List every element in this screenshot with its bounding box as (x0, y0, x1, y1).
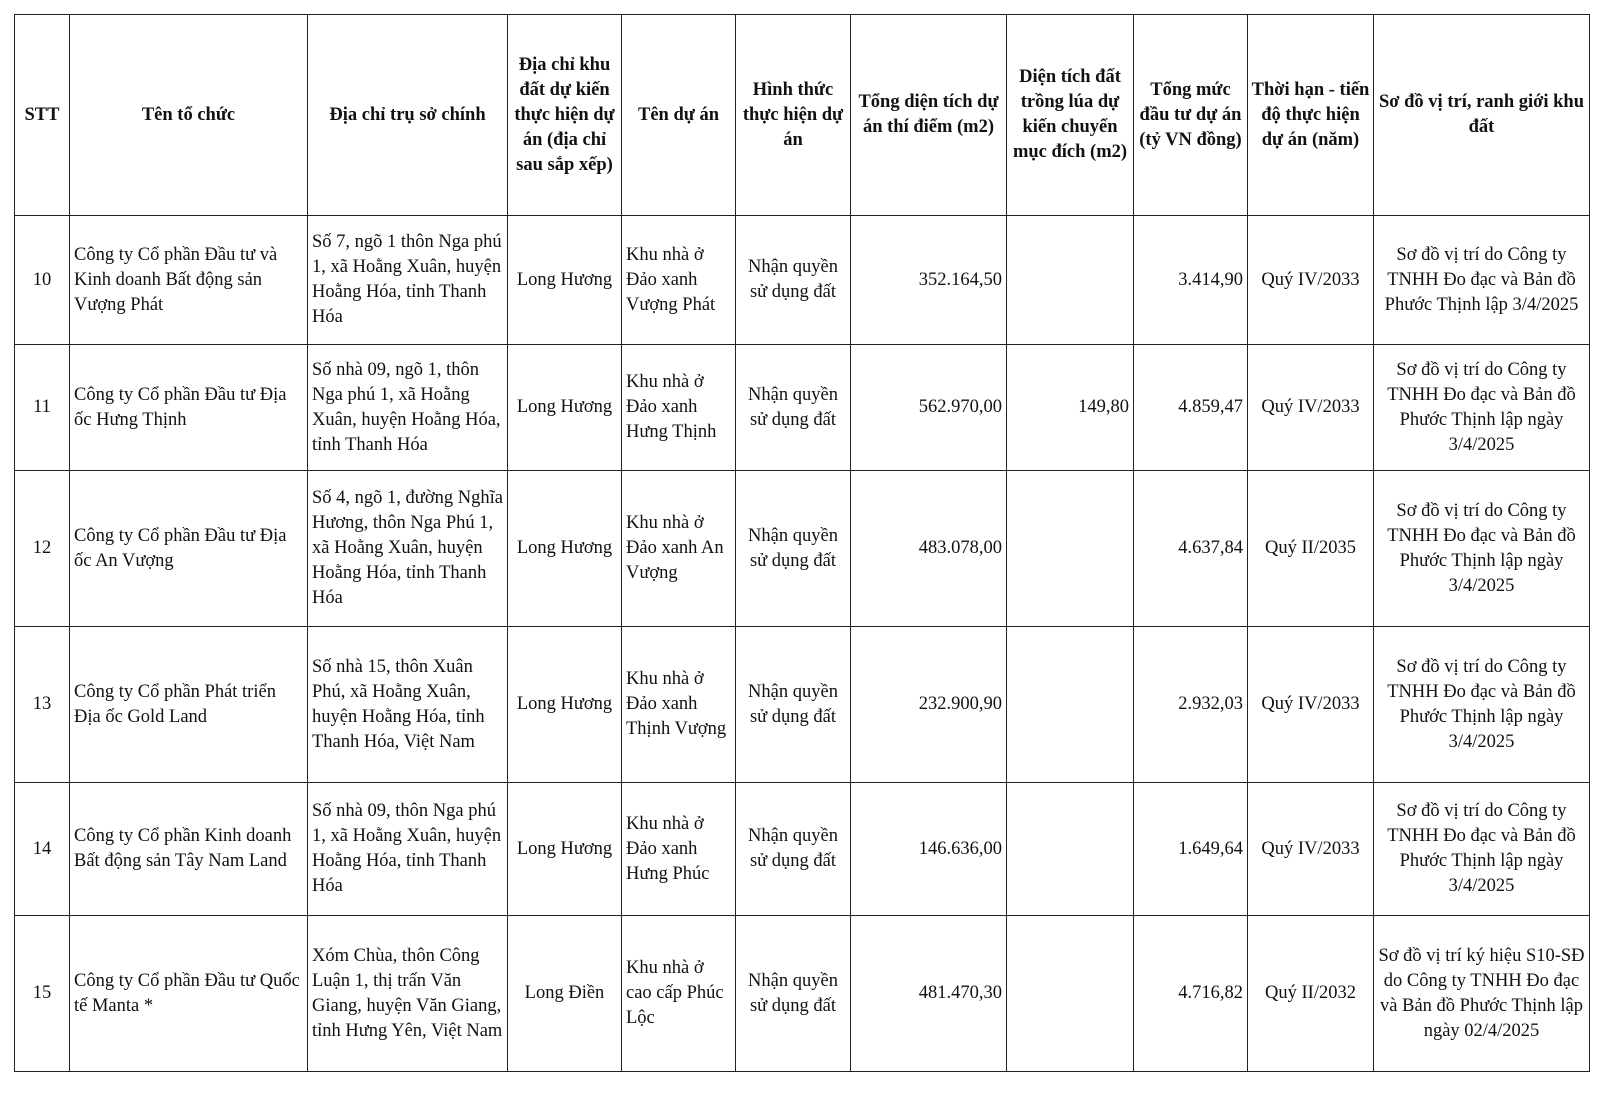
cell-land-address: Long Hương (508, 216, 622, 345)
cell-total-investment: 4.859,47 (1134, 345, 1248, 471)
cell-implementation-form: Nhận quyền sử dụng đất (736, 471, 851, 627)
header-land-address: Địa chỉ khu đất dự kiến thực hiện dự án (địa chỉ sau sắp xếp) (508, 15, 622, 216)
cell-stt: 11 (15, 345, 70, 471)
cell-implementation-form: Nhận quyền sử dụng đất (736, 783, 851, 916)
cell-site-map: Sơ đồ vị trí do Công ty TNHH Đo đạc và Bản đồ Phước Thịnh lập ngày 3/4/2025 (1374, 627, 1590, 783)
cell-total-investment: 4.716,82 (1134, 916, 1248, 1072)
cell-land-address: Long Điền (508, 916, 622, 1072)
header-implementation-form: Hình thức thực hiện dự án (736, 15, 851, 216)
cell-timeline: Quý II/2035 (1248, 471, 1374, 627)
cell-stt: 15 (15, 916, 70, 1072)
cell-implementation-form: Nhận quyền sử dụng đất (736, 345, 851, 471)
cell-organization: Công ty Cổ phần Đầu tư Quốc tế Manta * (70, 916, 308, 1072)
cell-implementation-form: Nhận quyền sử dụng đất (736, 627, 851, 783)
cell-project-name: Khu nhà ở Đảo xanh Vượng Phát (622, 216, 736, 345)
cell-stt: 13 (15, 627, 70, 783)
table-row (15, 627, 1590, 783)
cell-organization: Công ty Cổ phần Phát triển Địa ốc Gold Land (70, 627, 308, 783)
cell-stt: 12 (15, 471, 70, 627)
cell-head-office: Số 7, ngõ 1 thôn Nga phú 1, xã Hoằng Xuân, huyện Hoằng Hóa, tỉnh Thanh Hóa (308, 216, 508, 345)
cell-organization: Công ty Cổ phần Kinh doanh Bất động sản Tây Nam Land (70, 783, 308, 916)
cell-land-address: Long Hương (508, 471, 622, 627)
cell-total-investment: 1.649,64 (1134, 783, 1248, 916)
header-timeline: Thời hạn - tiến độ thực hiện dự án (năm) (1248, 15, 1374, 216)
cell-timeline: Quý IV/2033 (1248, 216, 1374, 345)
cell-land-address: Long Hương (508, 627, 622, 783)
cell-total-investment: 3.414,90 (1134, 216, 1248, 345)
table-row (15, 783, 1590, 916)
cell-total-investment: 4.637,84 (1134, 471, 1248, 627)
cell-head-office: Số nhà 15, thôn Xuân Phú, xã Hoằng Xuân, huyện Hoằng Hóa, tỉnh Thanh Hóa, Việt Nam (308, 627, 508, 783)
cell-total-area: 483.078,00 (851, 471, 1007, 627)
cell-total-area: 146.636,00 (851, 783, 1007, 916)
header-rice-land-area: Diện tích đất trồng lúa dự kiến chuyển mục đích (m2) (1007, 15, 1134, 216)
cell-head-office: Xóm Chùa, thôn Công Luận 1, thị trấn Văn Giang, huyện Văn Giang, tỉnh Hưng Yên, Việt Nam (308, 916, 508, 1072)
header-project-name: Tên dự án (622, 15, 736, 216)
cell-timeline: Quý IV/2033 (1248, 783, 1374, 916)
table-row (15, 471, 1590, 627)
cell-stt: 14 (15, 783, 70, 916)
cell-project-name: Khu nhà ở cao cấp Phúc Lộc (622, 916, 736, 1072)
cell-land-address: Long Hương (508, 345, 622, 471)
cell-total-area: 562.970,00 (851, 345, 1007, 471)
cell-organization: Công ty Cổ phần Đầu tư và Kinh doanh Bất động sản Vượng Phát (70, 216, 308, 345)
project-table (14, 14, 1590, 1072)
cell-rice-land-area: 149,80 (1007, 345, 1134, 471)
header-stt: STT (15, 15, 70, 216)
cell-rice-land-area (1007, 627, 1134, 783)
header-head-office: Địa chỉ trụ sở chính (308, 15, 508, 216)
cell-site-map: Sơ đồ vị trí do Công ty TNHH Đo đạc và Bản đồ Phước Thịnh lập 3/4/2025 (1374, 216, 1590, 345)
cell-total-area: 481.470,30 (851, 916, 1007, 1072)
cell-timeline: Quý IV/2033 (1248, 627, 1374, 783)
cell-implementation-form: Nhận quyền sử dụng đất (736, 216, 851, 345)
cell-total-area: 352.164,50 (851, 216, 1007, 345)
cell-site-map: Sơ đồ vị trí do Công ty TNHH Đo đạc và Bản đồ Phước Thịnh lập ngày 3/4/2025 (1374, 345, 1590, 471)
cell-site-map: Sơ đồ vị trí do Công ty TNHH Đo đạc và Bản đồ Phước Thịnh lập ngày 3/4/2025 (1374, 783, 1590, 916)
cell-project-name: Khu nhà ở Đảo xanh Thịnh Vượng (622, 627, 736, 783)
cell-rice-land-area (1007, 471, 1134, 627)
cell-project-name: Khu nhà ở Đảo xanh Hưng Thịnh (622, 345, 736, 471)
cell-stt: 10 (15, 216, 70, 345)
header-total-investment: Tổng mức đầu tư dự án (tỷ VN đồng) (1134, 15, 1248, 216)
cell-project-name: Khu nhà ở Đảo xanh Hưng Phúc (622, 783, 736, 916)
document-page (14, 14, 1590, 1072)
header-site-map: Sơ đồ vị trí, ranh giới khu đất (1374, 15, 1590, 216)
cell-rice-land-area (1007, 783, 1134, 916)
header-total-area: Tổng diện tích dự án thí điểm (m2) (851, 15, 1007, 216)
cell-site-map: Sơ đồ vị trí ký hiệu S10-SĐ do Công ty TNHH Đo đạc và Bản đồ Phước Thịnh lập ngày 02/4/2025 (1374, 916, 1590, 1072)
cell-total-area: 232.900,90 (851, 627, 1007, 783)
cell-site-map: Sơ đồ vị trí do Công ty TNHH Đo đạc và Bản đồ Phước Thịnh lập ngày 3/4/2025 (1374, 471, 1590, 627)
cell-timeline: Quý IV/2033 (1248, 345, 1374, 471)
table-row (15, 345, 1590, 471)
cell-rice-land-area (1007, 216, 1134, 345)
cell-head-office: Số 4, ngõ 1, đường Nghĩa Hương, thôn Nga Phú 1, xã Hoằng Xuân, huyện Hoằng Hóa, tỉnh Thanh Hóa (308, 471, 508, 627)
cell-organization: Công ty Cổ phần Đầu tư Địa ốc Hưng Thịnh (70, 345, 308, 471)
table-row (15, 916, 1590, 1072)
table-header-row (15, 15, 1590, 216)
cell-head-office: Số nhà 09, ngõ 1, thôn Nga phú 1, xã Hoằng Xuân, huyện Hoằng Hóa, tỉnh Thanh Hóa (308, 345, 508, 471)
cell-project-name: Khu nhà ở Đảo xanh An Vượng (622, 471, 736, 627)
cell-head-office: Số nhà 09, thôn Nga phú 1, xã Hoằng Xuân, huyện Hoằng Hóa, tỉnh Thanh Hóa (308, 783, 508, 916)
cell-land-address: Long Hương (508, 783, 622, 916)
cell-total-investment: 2.932,03 (1134, 627, 1248, 783)
header-organization: Tên tổ chức (70, 15, 308, 216)
cell-timeline: Quý II/2032 (1248, 916, 1374, 1072)
table-row (15, 216, 1590, 345)
cell-organization: Công ty Cổ phần Đầu tư Địa ốc An Vượng (70, 471, 308, 627)
cell-rice-land-area (1007, 916, 1134, 1072)
cell-implementation-form: Nhận quyền sử dụng đất (736, 916, 851, 1072)
